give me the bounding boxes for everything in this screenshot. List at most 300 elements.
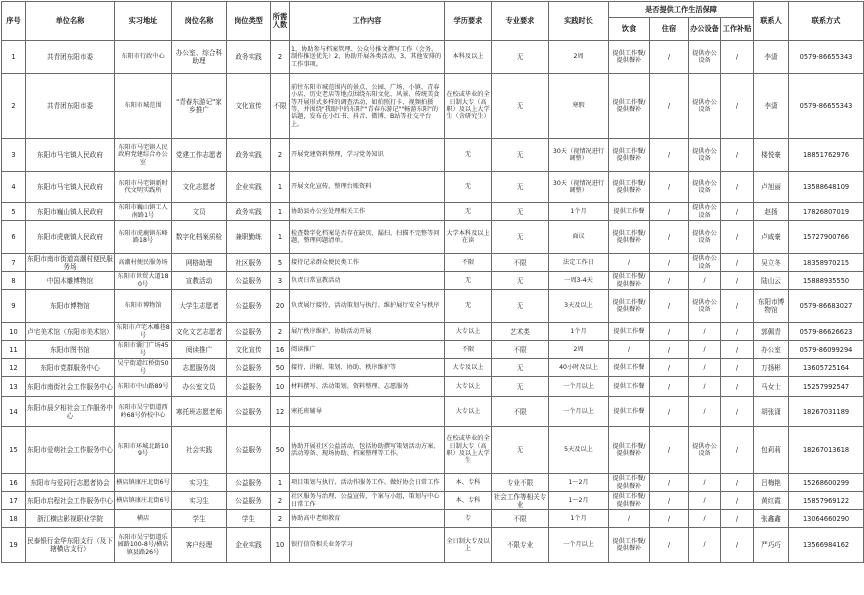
cell-headcount: 50 <box>271 359 290 377</box>
cell-major: 不限专业 <box>492 528 549 563</box>
cell-unit: 中国木雕博物馆 <box>26 272 115 290</box>
cell-duration: 一个月以上 <box>549 377 609 397</box>
cell-contact: 郭佩青 <box>754 323 789 341</box>
cell-content: 材料撰写、活动策划、资料整理、志愿服务 <box>290 377 445 397</box>
header-support: 是否提供工作生活保障 <box>609 2 754 18</box>
header-lodging: 住宿 <box>650 18 689 41</box>
cell-seq: 17 <box>2 492 26 510</box>
cell-unit: 东阳市晨夕相社会工作服务中心 <box>26 397 115 427</box>
cell-office: 提供办公设备 <box>689 139 721 172</box>
cell-address: 东阳市囊门广场45号 <box>115 341 172 359</box>
cell-post-type: 政务实践 <box>227 139 271 172</box>
cell-education: 大专及以上 <box>445 359 492 377</box>
cell-post-type: 公益服务 <box>227 397 271 427</box>
cell-phone: 15857969122 <box>789 492 864 510</box>
cell-post: 客户经理 <box>172 528 227 563</box>
cell-education: 无 <box>445 272 492 290</box>
cell-subsidy: / <box>721 41 754 74</box>
cell-headcount: 10 <box>271 377 290 397</box>
cell-post: 文化志愿者 <box>172 172 227 203</box>
cell-major: 无 <box>492 203 549 221</box>
cell-phone: 13588648109 <box>789 172 864 203</box>
cell-seq: 13 <box>2 377 26 397</box>
cell-duration: 面议 <box>549 221 609 254</box>
table-row <box>2 41 864 74</box>
cell-subsidy: / <box>721 492 754 510</box>
cell-duration: 一个月以上 <box>549 397 609 427</box>
cell-duration: 2周 <box>549 41 609 74</box>
cell-address: 横店镇康庄北街6号 <box>115 492 172 510</box>
cell-meal: 提供工作餐/提供餐补 <box>609 41 650 74</box>
cell-meal: / <box>609 341 650 359</box>
cell-unit: 卢宅美术馆（东阳市美术馆） <box>26 323 115 341</box>
cell-lodging: / <box>650 377 689 397</box>
cell-subsidy: / <box>721 203 754 221</box>
cell-subsidy: / <box>721 427 754 474</box>
cell-office: / <box>689 528 721 563</box>
cell-headcount: 1 <box>271 203 290 221</box>
cell-headcount: 2 <box>271 510 290 528</box>
cell-lodging: / <box>650 397 689 427</box>
cell-duration: 30天（视情况进行调整） <box>549 172 609 203</box>
cell-contact: 严巧巧 <box>754 528 789 563</box>
cell-major: 不限 <box>492 341 549 359</box>
cell-unit: 东阳市南街社会工作服务中心 <box>26 377 115 397</box>
table-row <box>2 290 864 323</box>
cell-education: 无 <box>445 203 492 221</box>
cell-phone: 0579-86655343 <box>789 41 864 74</box>
cell-meal: 提供工作餐/提供餐补 <box>609 74 650 139</box>
cell-contact: 马女士 <box>754 377 789 397</box>
cell-content: 前往东阳市城范围内的景点、公园、广场、小镇、青春小店、历史老店等地点围绕东阳文化、风景、传统美食等开展形式多样的调查活动，如拍照打卡、视频拍摄等，并围绕"我眼中的东阳""青春东游记""畅游东阳"的话题，发布在小红书、抖音、微博、B站等社交平台上。 <box>290 74 445 139</box>
cell-content: 协助开展社区公益活动，包括协助撰写策划活动方案、活动筹备、现场协助、档案整理等工作。 <box>290 427 445 474</box>
cell-content: 开展文化宣传，整理台账资料 <box>290 172 445 203</box>
cell-lodging: / <box>650 172 689 203</box>
cell-meal: / <box>609 254 650 272</box>
cell-headcount: 2 <box>271 139 290 172</box>
internship-table <box>1 1 864 563</box>
cell-meal: 提供工作餐 <box>609 323 650 341</box>
table-body <box>2 41 864 563</box>
cell-duration: 一周3-4天 <box>549 272 609 290</box>
cell-meal: 提供工作餐/提供餐补 <box>609 221 650 254</box>
cell-lodging: / <box>650 323 689 341</box>
cell-post: 数字化档案质检 <box>172 221 227 254</box>
cell-education: 大专以上 <box>445 323 492 341</box>
cell-address: 东阳市吴宁街道乐园路100-8号/横店镇县路26号 <box>115 528 172 563</box>
cell-headcount: 1 <box>271 474 290 492</box>
cell-education: 本、专科 <box>445 474 492 492</box>
cell-headcount: 2 <box>271 41 290 74</box>
cell-contact: 楼悦豪 <box>754 139 789 172</box>
cell-subsidy: / <box>721 272 754 290</box>
cell-lodging: / <box>650 272 689 290</box>
header-major: 专业要求 <box>492 2 549 41</box>
cell-address: 东阳市卢宅木雕巷8号 <box>116 324 170 339</box>
cell-phone: 15727900766 <box>789 221 864 254</box>
cell-subsidy: / <box>721 341 754 359</box>
header-office: 办公设备 <box>689 18 721 41</box>
cell-meal: / <box>609 510 650 528</box>
cell-address: 东阳市博物馆 <box>115 290 172 323</box>
cell-post: 办公室、综合科助理 <box>172 41 227 74</box>
cell-seq: 7 <box>2 254 26 272</box>
cell-post-type: 学生 <box>227 510 271 528</box>
cell-office: / <box>689 341 721 359</box>
cell-address: 东阳市中山路89号 <box>115 377 172 397</box>
cell-subsidy: / <box>721 474 754 492</box>
table-row <box>2 359 864 377</box>
header-subsidy: 工作补贴 <box>721 18 754 41</box>
header-headcount: 所需人数 <box>271 2 290 41</box>
cell-address: 横店镇康庄北街6号 <box>115 474 172 492</box>
cell-content: 接待、讲解、策划、协助、秩序维护等 <box>290 359 445 377</box>
cell-major: 无 <box>492 272 549 290</box>
cell-post-type: 公益服务 <box>227 323 271 341</box>
cell-seq: 9 <box>2 290 26 323</box>
cell-phone: 18267013618 <box>789 427 864 474</box>
cell-content: 负责日常宣教活动 <box>290 272 445 290</box>
cell-education: 大专以上 <box>445 397 492 427</box>
cell-education: 无 <box>445 290 492 323</box>
cell-contact: 办公室 <box>754 341 789 359</box>
cell-contact: 黄红霞 <box>754 492 789 510</box>
cell-meal: 提供工作餐/提供餐补 <box>609 492 650 510</box>
cell-unit: 东阳市马宅镇人民政府 <box>26 139 115 172</box>
header-address: 实习地址 <box>115 2 172 41</box>
cell-post: 文化文艺志愿者 <box>172 323 227 341</box>
cell-seq: 14 <box>2 397 26 427</box>
cell-phone: 18267031189 <box>789 397 864 427</box>
cell-seq: 16 <box>2 474 26 492</box>
cell-content: 接待记录群众便民类工作 <box>290 254 445 272</box>
cell-post-type: 兼职勤练 <box>227 221 271 254</box>
cell-education: 不限 <box>445 254 492 272</box>
cell-post: 阅读推广 <box>172 341 227 359</box>
cell-seq: 18 <box>2 510 26 528</box>
cell-headcount: 20 <box>271 290 290 323</box>
cell-contact: 吕梅艳 <box>754 474 789 492</box>
cell-content: 项目策划与执行、活动作服务工作、做好协会日常工作 <box>290 474 445 492</box>
cell-subsidy: / <box>721 221 754 254</box>
cell-subsidy: / <box>721 74 754 139</box>
cell-office: 提供办公设备 <box>689 290 721 323</box>
cell-post: 学生 <box>172 510 227 528</box>
cell-post-type: 公益服务 <box>227 377 271 397</box>
cell-major: 艺术类 <box>492 323 549 341</box>
cell-address: 东阳市吴宁街道西岭68号侨校中心 <box>115 397 172 427</box>
header-unit: 单位名称 <box>26 2 115 41</box>
cell-headcount: 10 <box>271 528 290 563</box>
cell-post: 实习生 <box>172 492 227 510</box>
cell-meal: 提供工作餐/提供餐补 <box>609 528 650 563</box>
cell-duration: 40小时及以上 <box>549 359 609 377</box>
cell-education: 本科及以上 <box>445 41 492 74</box>
cell-lodging: / <box>650 359 689 377</box>
cell-phone: 0579-86683027 <box>789 290 864 323</box>
cell-seq: 10 <box>2 323 26 341</box>
cell-office: 提供办公设备 <box>689 254 721 272</box>
cell-office: 提供办公设备 <box>689 221 721 254</box>
cell-content: 展厅秩序维护，协助活动开展 <box>290 323 445 341</box>
cell-headcount: 16 <box>271 341 290 359</box>
cell-office: 提供办公设备 <box>689 203 721 221</box>
cell-address: 东阳市行政中心 <box>115 41 172 74</box>
cell-contact: 陆山云 <box>754 272 789 290</box>
cell-education: 在校或毕业的全日制大专（高职）及以上大学生 <box>445 427 492 474</box>
table-row <box>2 492 864 510</box>
cell-subsidy: / <box>721 323 754 341</box>
cell-post: 网格助理 <box>172 254 227 272</box>
cell-meal: 提供工作餐 <box>609 203 650 221</box>
cell-phone: 13064660290 <box>789 510 864 528</box>
cell-post: 实习生 <box>172 474 227 492</box>
cell-post-type: 政务实践 <box>227 41 271 74</box>
cell-post-type: 文化宣传 <box>227 341 271 359</box>
cell-phone: 15257992547 <box>789 377 864 397</box>
cell-post-type: 公益服务 <box>227 272 271 290</box>
cell-seq: 19 <box>2 528 26 563</box>
cell-post-type: 公益服务 <box>227 492 271 510</box>
cell-duration: 3天及以上 <box>549 290 609 323</box>
header-meal: 饮食 <box>609 18 650 41</box>
cell-education: 大专以上 <box>445 377 492 397</box>
cell-education: 在校或毕业的全日制大专（高职）及以上大学生（含研究生） <box>445 74 492 139</box>
cell-seq: 8 <box>2 272 26 290</box>
cell-unit: 东阳市爱萌社会工作服务中心 <box>26 427 115 474</box>
cell-lodging: / <box>650 427 689 474</box>
cell-content: 开展党建资料整理，学习党务知识 <box>290 139 445 172</box>
cell-major: 无 <box>492 139 549 172</box>
cell-lodging: / <box>650 221 689 254</box>
cell-duration: 1～2月 <box>549 474 609 492</box>
cell-education: 专 <box>445 510 492 528</box>
cell-unit: 东阳市图书馆 <box>26 341 115 359</box>
table-row <box>2 397 864 427</box>
cell-phone: 13566984162 <box>789 528 864 563</box>
cell-duration: 2周 <box>549 341 609 359</box>
cell-contact: 张鑫鑫 <box>754 510 789 528</box>
header-content: 工作内容 <box>290 2 445 41</box>
cell-address: 东阳市马宅镇人民政府党建综合办公室 <box>115 139 172 172</box>
cell-content: 负责展厅接待、活动策划与执行、维护展厅安全与秩序 <box>290 290 445 323</box>
cell-subsidy: / <box>721 528 754 563</box>
table-row <box>2 139 864 172</box>
cell-contact: 卢咸豪 <box>754 221 789 254</box>
cell-unit: 东阳市虎鹿镇人民政府 <box>26 221 115 254</box>
cell-seq: 4 <box>2 172 26 203</box>
cell-post: 大学生志愿者 <box>172 290 227 323</box>
cell-major: 无 <box>492 221 549 254</box>
cell-phone: 15888935550 <box>789 272 864 290</box>
cell-office: / <box>689 272 721 290</box>
internship-table-page <box>1 1 863 594</box>
cell-office: / <box>689 510 721 528</box>
cell-lodging: / <box>650 474 689 492</box>
cell-post: 寒托班志愿老师 <box>172 397 227 427</box>
cell-post-type: 公益服务 <box>227 290 271 323</box>
cell-post: 社会实践 <box>172 427 227 474</box>
cell-content: 社区服务与治理、公益宣传，个案与小组，策划与中心日常工作 <box>290 492 445 510</box>
cell-headcount: 2 <box>271 492 290 510</box>
cell-phone: 0579-86626623 <box>789 323 864 341</box>
cell-headcount: 1 <box>271 221 290 254</box>
cell-contact: 包莉莉 <box>754 427 789 474</box>
cell-office: / <box>689 323 721 341</box>
cell-content: 协助县办公室处理相关工作 <box>290 203 445 221</box>
header-post: 岗位名称 <box>172 2 227 41</box>
header-seq: 序号 <box>2 2 26 41</box>
cell-meal: 提供工作餐/提供餐补 <box>609 427 650 474</box>
cell-post: "青春东游记"家乡推广 <box>172 74 227 139</box>
cell-office: / <box>689 359 721 377</box>
cell-subsidy: / <box>721 377 754 397</box>
cell-headcount: 2 <box>271 323 290 341</box>
header-contact: 联系人 <box>754 2 789 41</box>
cell-major: 无 <box>492 359 549 377</box>
cell-headcount: 12 <box>271 397 290 427</box>
cell-contact: 吴立冬 <box>754 254 789 272</box>
cell-headcount: 50 <box>271 427 290 474</box>
cell-major: 不限 <box>492 510 549 528</box>
cell-post-type: 公益服务 <box>227 427 271 474</box>
cell-headcount: 5 <box>271 254 290 272</box>
cell-seq: 3 <box>2 139 26 172</box>
header-phone: 联系方式 <box>789 2 864 41</box>
table-row <box>2 203 864 221</box>
cell-unit: 东阳市马宅镇人民政府 <box>26 172 115 203</box>
table-row <box>2 427 864 474</box>
cell-seq: 6 <box>2 221 26 254</box>
cell-subsidy: / <box>721 510 754 528</box>
cell-contact: 胡张潇 <box>754 397 789 427</box>
table-row <box>2 272 864 290</box>
cell-unit: 民泰银行金华东阳支行（及下辖横店支行） <box>26 528 115 563</box>
cell-major: 不限 <box>492 254 549 272</box>
table-row <box>2 510 864 528</box>
cell-phone: 17826807019 <box>789 203 864 221</box>
cell-lodging: / <box>650 510 689 528</box>
cell-education: 大学本科及以上在读 <box>445 221 492 254</box>
cell-seq: 15 <box>2 427 26 474</box>
cell-unit: 浙江横店影视职业学院 <box>26 510 115 528</box>
cell-post: 志愿服务岗 <box>172 359 227 377</box>
table-row <box>2 528 864 563</box>
cell-office: 提供办公设备 <box>689 427 721 474</box>
header-duration: 实践时长 <box>549 2 609 41</box>
cell-phone: 18358970215 <box>789 254 864 272</box>
cell-contact: 卢旭丽 <box>754 172 789 203</box>
cell-education: 无 <box>445 139 492 172</box>
cell-phone: 13605725164 <box>789 359 864 377</box>
cell-unit: 东阳市巍山镇人民政府 <box>26 203 115 221</box>
cell-address: 东阳市虎鹿镇东峰路18号 <box>115 221 172 254</box>
cell-meal: 提供工作餐/提供餐补 <box>609 272 650 290</box>
cell-major: 无 <box>492 427 549 474</box>
cell-major: 无 <box>492 74 549 139</box>
table-row <box>2 74 864 139</box>
cell-post-type: 政务实践 <box>227 203 271 221</box>
cell-duration: 寒假 <box>549 74 609 139</box>
cell-contact: 李潇 <box>754 41 789 74</box>
cell-content: 协助高中老师教育 <box>290 510 445 528</box>
cell-lodging: / <box>650 203 689 221</box>
cell-meal: 提供工作餐 <box>609 377 650 397</box>
cell-unit: 共青团东阳市委 <box>26 74 115 139</box>
cell-meal: 提供工作餐 <box>609 359 650 377</box>
cell-address: 高潮村便民服务场 <box>115 254 172 272</box>
cell-duration: 法定工作日 <box>549 254 609 272</box>
cell-meal: 提供工作餐/提供餐补 <box>609 172 650 203</box>
cell-address: 东阳市马宅镇新时代文明实践所 <box>115 172 172 203</box>
cell-lodging: / <box>650 528 689 563</box>
cell-office: 提供办公设备 <box>689 41 721 74</box>
cell-office: / <box>689 377 721 397</box>
cell-phone: 0579-86099294 <box>789 341 864 359</box>
cell-seq: 1 <box>2 41 26 74</box>
cell-address: 东阳市世贸大道180号 <box>115 272 172 290</box>
cell-phone: 0579-86655343 <box>789 74 864 139</box>
cell-subsidy: / <box>721 359 754 377</box>
header-post-type: 岗位类型 <box>227 2 271 41</box>
cell-duration: 一个月以上 <box>549 528 609 563</box>
cell-contact: 李潇 <box>754 74 789 139</box>
cell-post: 办公室文员 <box>172 377 227 397</box>
table-row <box>2 221 864 254</box>
cell-unit: 共青团东阳市委 <box>26 41 115 74</box>
cell-lodging: / <box>650 139 689 172</box>
cell-education: 不限 <box>445 341 492 359</box>
cell-headcount: 1 <box>271 172 290 203</box>
cell-address: 东阳市巍山镇工人南路1号 <box>115 203 172 221</box>
cell-office: 提供办公设备 <box>689 172 721 203</box>
cell-address: 东阳市城范围 <box>115 74 172 139</box>
cell-office: 提供办公设备 <box>689 74 721 139</box>
cell-lodging: / <box>650 290 689 323</box>
cell-education: 本、专科 <box>445 492 492 510</box>
cell-phone: 18851762976 <box>789 139 864 172</box>
table-row <box>2 377 864 397</box>
cell-post-type: 企业实践 <box>227 528 271 563</box>
cell-meal: 提供工作餐/提供餐补 <box>609 290 650 323</box>
cell-content: 检查数字化档案是否存在缺页、漏扫，扫描不完整等问题，整理问题清单。 <box>290 221 445 254</box>
cell-post: 宣教活动 <box>172 272 227 290</box>
cell-major: 不限 <box>492 397 549 427</box>
cell-duration: 1个月 <box>549 510 609 528</box>
cell-post: 党建工作志愿者 <box>172 139 227 172</box>
table-row <box>2 323 864 341</box>
cell-major: 无 <box>492 290 549 323</box>
cell-duration: 30天（视情况进行调整） <box>549 139 609 172</box>
cell-duration: 5天及以上 <box>549 427 609 474</box>
cell-contact: 东阳市博物馆 <box>754 290 789 323</box>
cell-content: 阅读推广 <box>290 341 445 359</box>
cell-post-type: 社区服务 <box>227 254 271 272</box>
cell-post-type: 企业实践 <box>227 172 271 203</box>
cell-education: 全日制大专及以上 <box>445 528 492 563</box>
cell-major: 无 <box>492 41 549 74</box>
cell-address: 横店 <box>115 510 172 528</box>
cell-unit: 东阳市与爱同行志愿者协会 <box>26 474 115 492</box>
cell-seq: 5 <box>2 203 26 221</box>
cell-subsidy: / <box>721 254 754 272</box>
cell-office: / <box>689 474 721 492</box>
table-row <box>2 254 864 272</box>
cell-meal: 提供工作餐/提供餐补 <box>609 139 650 172</box>
cell-office: / <box>689 397 721 427</box>
cell-post-type: 公益服务 <box>227 474 271 492</box>
cell-post-type: 文化宣传 <box>227 74 271 139</box>
